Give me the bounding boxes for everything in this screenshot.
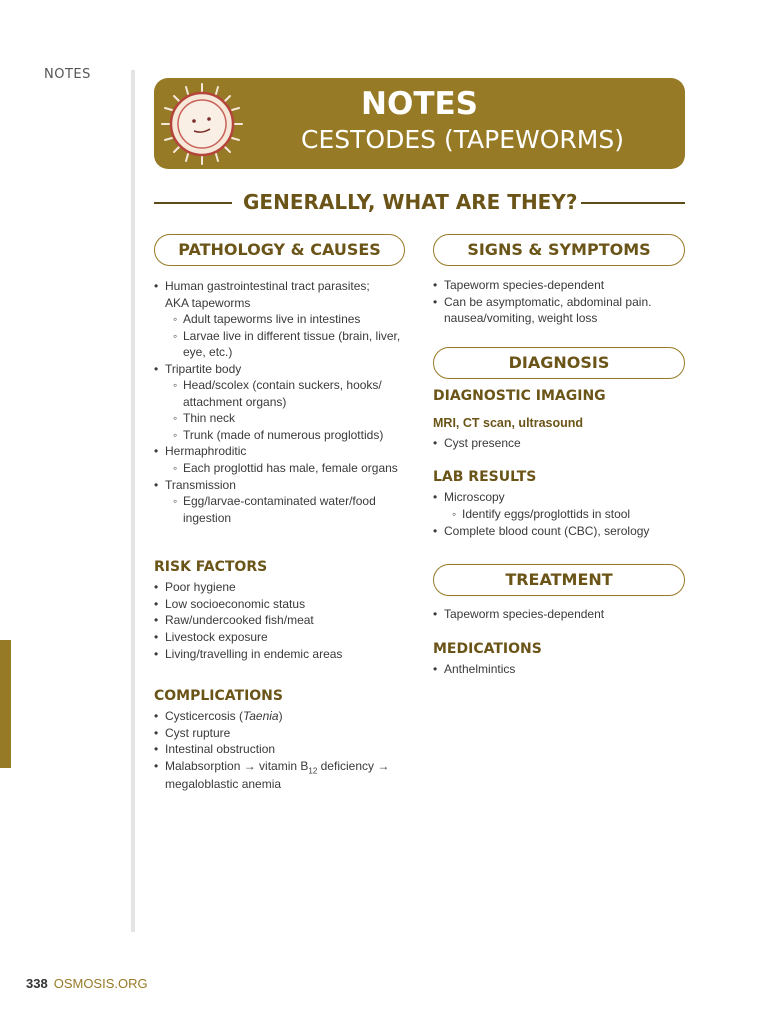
list-item: • Poor hygiene [154,579,409,596]
site-link[interactable]: OSMOSIS.ORG [53,976,148,991]
heading-rule-left [154,202,232,204]
list-item: • Tripartite body [154,361,409,378]
list-item: • Malabsorption → vitamin $B_{12}$ deficiency → megaloblastic anemia [154,758,409,793]
list-item: • Hermaphroditic [154,443,409,460]
medications-title: MEDICATIONS [433,640,542,657]
list-item: ◦ Larvae live in different tissue (brain, liver, eye, etc.) [154,328,409,361]
heading-rule-right [581,202,685,204]
list-item: ◦ Trunk (made of numerous proglottids) [154,427,409,444]
complications-block [154,687,409,793]
complications-title: COMPLICATIONS [154,688,283,704]
pathology-content [154,278,409,526]
list-item: • Anthelmintics [433,661,688,678]
pill-diagnosis: DIAGNOSIS [433,347,685,379]
list-item: • Low socioeconomic status [154,596,409,613]
list-item: ◦ Each proglottid has male, female organs [154,460,409,477]
diagnostic-imaging-title: DIAGNOSTIC IMAGING [433,388,606,404]
list-item: • Human gastrointestinal tract parasites; AKA tapeworms [154,278,409,311]
pill-pathology-causes: PATHOLOGY & CAUSES [154,234,405,266]
risk-factors-block [154,558,409,662]
list-item: • Tapeworm species-dependent [433,606,688,623]
list-item: • Can be asymptomatic, abdominal pain. nausea/vomiting, weight loss [433,294,688,327]
list-item: ◦ Thin neck [154,410,409,427]
section-title: GENERALLY, WHAT ARE THEY? [243,190,578,214]
page-number: 338 [26,976,48,991]
list-item: • Living/travelling in endemic areas [154,646,409,663]
pill-treatment: TREATMENT [433,564,685,596]
margin-divider [131,70,135,932]
lab-results-title: LAB RESULTS [433,469,537,486]
list-item: ◦ Adult tapeworms live in intestines [154,311,409,328]
list-item: • Cysticercosis (Taenia) [154,708,409,725]
list-item: • Livestock exposure [154,629,409,646]
list-item: • Complete blood count (CBC), serology [433,523,688,540]
list-item: ◦ Identify eggs/proglottids in stool [433,506,688,523]
diagnosis-content [433,387,688,539]
list-item: • Raw/undercooked fish/meat [154,612,409,629]
list-item: ◦ Egg/larvae-contaminated water/food ingestion [154,493,409,526]
list-item: • Cyst presence [433,435,688,452]
list-item: • Intestinal obstruction [154,741,409,758]
imaging-modalities: MRI, CT scan, ultrasound [433,416,584,431]
chapter-tab [0,640,11,768]
sidebar-notes-label: NOTES [44,67,91,82]
list-item: • Transmission [154,477,409,494]
title-banner [154,78,685,169]
risk-factors-title: RISK FACTORS [154,559,268,575]
banner-subtitle: CESTODES (TAPEWORMS) [301,125,624,154]
signs-content [433,277,688,327]
list-item: • Microscopy [433,489,688,506]
pill-signs-symptoms: SIGNS & SYMPTOMS [433,234,685,266]
list-item: • Tapeworm species-dependent [433,277,688,294]
section-heading [154,190,685,216]
list-item: • Cyst rupture [154,725,409,742]
banner-title: NOTES [361,86,478,122]
treatment-content [433,606,688,677]
page-footer [26,976,148,991]
list-item: ◦ Head/scolex (contain suckers, hooks/ attachment organs) [154,377,409,410]
